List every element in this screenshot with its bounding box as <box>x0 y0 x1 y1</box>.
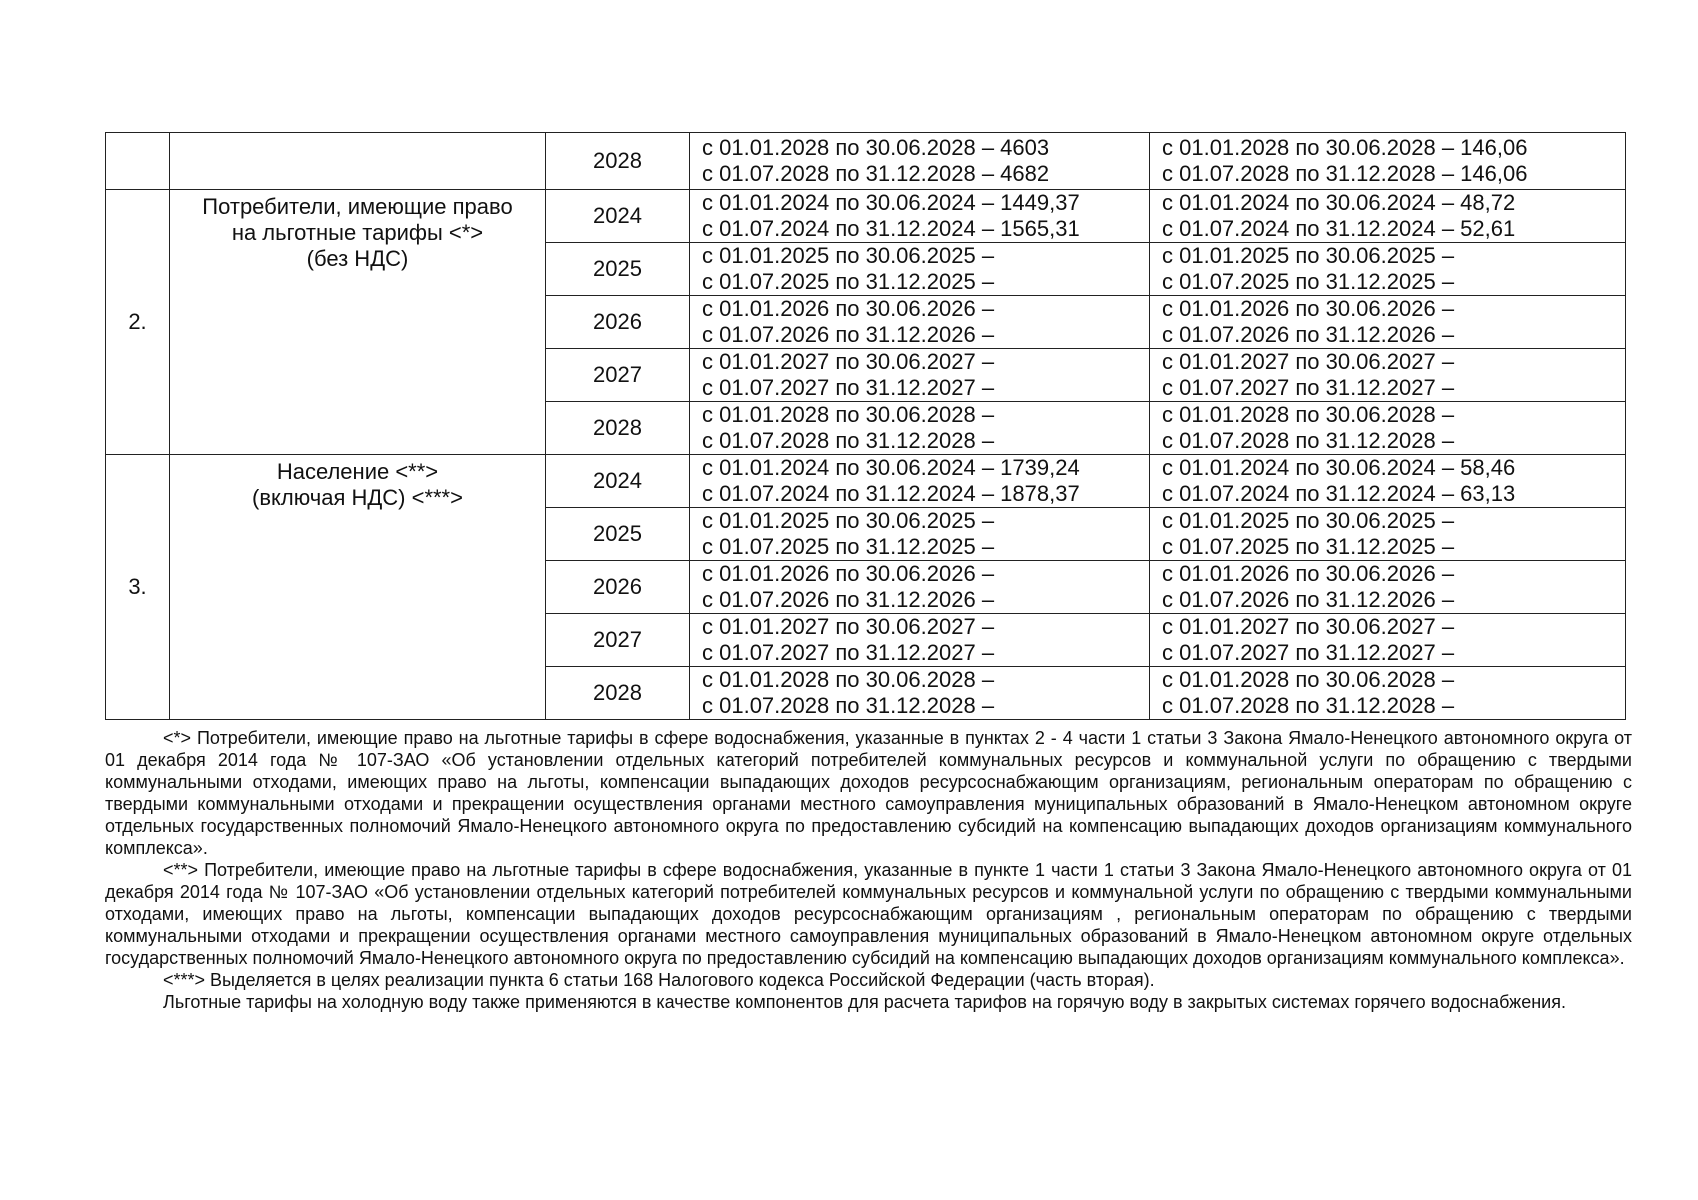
tariff-period-line: с 01.01.2028 по 30.06.2028 – 146,06 <box>1162 135 1528 160</box>
tariff-period-line: с 01.01.2027 по 30.06.2027 – <box>702 349 995 374</box>
tariff-cell-second <box>1150 133 1626 190</box>
year-cell: 2027 <box>546 349 690 402</box>
tariff-period-line: с 01.01.2024 по 30.06.2024 – 48,72 <box>1162 190 1516 215</box>
tariff-period-line: с 01.01.2026 по 30.06.2026 – <box>702 561 995 586</box>
tariff-period-line: с 01.07.2025 по 31.12.2025 – <box>1162 534 1455 559</box>
tariff-period-line: с 01.07.2026 по 31.12.2026 – <box>702 322 995 347</box>
footnote-paragraph: <*> Потребители, имеющие право на льготные тарифы в сфере водоснабжения, указанные в пунктах 2 - 4 части 1 статьи 3 Закона Ямало-Ненецкого автономного округа от 01 декабря 2014 года № 107-ЗАО «Об установлении отдельных категорий потребителей коммунальных ресурсов и коммунальной услуги по обращению с твердыми коммунальными отходами, имеющих право на льготы, компенсации выпадающих доходов ресурсоснабжающим организациям, региональным операторам по обращению с твердыми коммунальными отходами и прекращении осуществления органами местного самоуправления муниципальных образований в Ямало-Ненецком автономном округе отдельных государственных полномочий Ямало-Ненецкого автономного округа по предоставлению субсидий на компенсацию выпадающих доходов организациям коммунального комплекса». <box>105 728 1632 858</box>
tariff-period-line: с 01.07.2027 по 31.12.2027 – <box>702 375 995 400</box>
tariff-period-line: с 01.07.2026 по 31.12.2026 – <box>1162 322 1455 347</box>
footnotes <box>105 727 1632 1013</box>
tariff-period-line: с 01.01.2028 по 30.06.2028 – 4603 <box>702 135 1050 160</box>
tariff-table <box>105 132 1626 720</box>
year-cell: 2028 <box>546 133 690 190</box>
year-cell: 2026 <box>546 561 690 614</box>
tariff-cell-rub <box>690 402 1150 455</box>
year-cell: 2025 <box>546 508 690 561</box>
tariff-period-line: с 01.01.2025 по 30.06.2025 – <box>1162 508 1455 533</box>
tariff-period-line: с 01.01.2026 по 30.06.2026 – <box>1162 296 1455 321</box>
tariff-cell-rub <box>690 508 1150 561</box>
row-number-cell: 2. <box>106 190 170 455</box>
tariff-period-line: с 01.01.2026 по 30.06.2026 – <box>702 296 995 321</box>
category-line: (включая НДС) <***> <box>252 485 463 510</box>
consumer-category-cell <box>170 455 546 720</box>
tariff-period-line: с 01.07.2026 по 31.12.2026 – <box>1162 587 1455 612</box>
table-row <box>106 455 1626 508</box>
tariff-cell-rub <box>690 133 1150 190</box>
tariff-cell-rub <box>690 561 1150 614</box>
consumer-category-cell <box>170 190 546 455</box>
tariff-period-line: с 01.07.2024 по 31.12.2024 – 1565,31 <box>702 216 1080 241</box>
tariff-period-line: с 01.07.2025 по 31.12.2025 – <box>1162 269 1455 294</box>
tariff-period-line: с 01.07.2027 по 31.12.2027 – <box>1162 375 1455 400</box>
tariff-cell-second <box>1150 667 1626 720</box>
tariff-cell-second <box>1150 349 1626 402</box>
tariff-cell-second <box>1150 561 1626 614</box>
category-line: на льготные тарифы <*> <box>231 220 484 245</box>
tariff-cell-second <box>1150 508 1626 561</box>
tariff-period-line: с 01.01.2024 по 30.06.2024 – 1739,24 <box>702 455 1080 480</box>
tariff-cell-second <box>1150 455 1626 508</box>
tariff-period-line: с 01.07.2028 по 31.12.2028 – 4682 <box>702 161 1050 186</box>
tariff-table-body <box>106 133 1626 720</box>
tariff-period-line: с 01.07.2024 по 31.12.2024 – 52,61 <box>1162 216 1516 241</box>
footnote-paragraph: <***> Выделяется в целях реализации пункта 6 статьи 168 Налогового кодекса Российской Федерации (часть вторая). <box>163 970 1155 990</box>
category-line: Население <**> <box>276 459 439 484</box>
tariff-period-line: с 01.07.2024 по 31.12.2024 – 1878,37 <box>702 481 1080 506</box>
year-cell: 2026 <box>546 296 690 349</box>
tariff-period-line: с 01.07.2028 по 31.12.2028 – <box>1162 693 1455 718</box>
tariff-period-line: с 01.01.2024 по 30.06.2024 – 58,46 <box>1162 455 1516 480</box>
table-row <box>106 190 1626 243</box>
tariff-cell-rub <box>690 296 1150 349</box>
year-cell: 2024 <box>546 455 690 508</box>
year-cell: 2027 <box>546 614 690 667</box>
table-row <box>106 133 1626 190</box>
year-cell: 2025 <box>546 243 690 296</box>
tariff-period-line: с 01.01.2028 по 30.06.2028 – <box>702 667 995 692</box>
tariff-cell-second <box>1150 296 1626 349</box>
tariff-period-line: с 01.07.2028 по 31.12.2028 – 146,06 <box>1162 161 1528 186</box>
tariff-cell-second <box>1150 402 1626 455</box>
tariff-period-line: с 01.07.2028 по 31.12.2028 – <box>702 428 995 453</box>
year-cell: 2028 <box>546 402 690 455</box>
tariff-cell-rub <box>690 614 1150 667</box>
tariff-period-line: с 01.01.2024 по 30.06.2024 – 1449,37 <box>702 190 1080 215</box>
row-number-cell <box>106 133 170 190</box>
tariff-cell-rub <box>690 349 1150 402</box>
tariff-period-line: с 01.07.2027 по 31.12.2027 – <box>702 640 995 665</box>
tariff-cell-second <box>1150 190 1626 243</box>
tariff-period-line: с 01.07.2028 по 31.12.2028 – <box>702 693 995 718</box>
year-cell: 2024 <box>546 190 690 243</box>
tariff-cell-rub <box>690 190 1150 243</box>
tariff-period-line: с 01.07.2024 по 31.12.2024 – 63,13 <box>1162 481 1516 506</box>
tariff-period-line: с 01.07.2025 по 31.12.2025 – <box>702 534 995 559</box>
footnote-paragraph: Льготные тарифы на холодную воду также применяются в качестве компонентов для расчета тарифов на горячую воду в закрытых системах горячего водоснабжения. <box>163 992 1566 1012</box>
tariff-period-line: с 01.01.2025 по 30.06.2025 – <box>702 243 995 268</box>
tariff-period-line: с 01.07.2027 по 31.12.2027 – <box>1162 640 1455 665</box>
tariff-period-line: с 01.07.2026 по 31.12.2026 – <box>702 587 995 612</box>
category-line: (без НДС) <box>306 246 409 271</box>
category-line: Потребители, имеющие право <box>202 194 513 219</box>
tariff-period-line: с 01.01.2028 по 30.06.2028 – <box>702 402 995 427</box>
tariff-period-line: с 01.01.2027 по 30.06.2027 – <box>702 614 995 639</box>
tariff-cell-second <box>1150 614 1626 667</box>
consumer-category-cell <box>170 133 546 190</box>
tariff-period-line: с 01.01.2027 по 30.06.2027 – <box>1162 349 1455 374</box>
tariff-cell-rub <box>690 667 1150 720</box>
year-cell: 2028 <box>546 667 690 720</box>
tariff-period-line: с 01.07.2028 по 31.12.2028 – <box>1162 428 1455 453</box>
row-number-cell: 3. <box>106 455 170 720</box>
tariff-period-line: с 01.01.2025 по 30.06.2025 – <box>1162 243 1455 268</box>
tariff-cell-second <box>1150 243 1626 296</box>
tariff-cell-rub <box>690 243 1150 296</box>
tariff-period-line: с 01.07.2025 по 31.12.2025 – <box>702 269 995 294</box>
tariff-cell-rub <box>690 455 1150 508</box>
tariff-period-line: с 01.01.2028 по 30.06.2028 – <box>1162 667 1455 692</box>
tariff-period-line: с 01.01.2028 по 30.06.2028 – <box>1162 402 1455 427</box>
tariff-period-line: с 01.01.2026 по 30.06.2026 – <box>1162 561 1455 586</box>
tariff-period-line: с 01.01.2025 по 30.06.2025 – <box>702 508 995 533</box>
tariff-period-line: с 01.01.2027 по 30.06.2027 – <box>1162 614 1455 639</box>
footnote-paragraph: <**> Потребители, имеющие право на льготные тарифы в сфере водоснабжения, указанные в пункте 1 части 1 статьи 3 Закона Ямало-Ненецкого автономного округа от 01 декабря 2014 года № 107-ЗАО «Об установлении отдельных категорий потребителей коммунальных ресурсов и коммунальной услуги по обращению с твердыми коммунальными отходами, имеющих право на льготы, компенсации выпадающих доходов ресурсоснабжающим организациям , региональным операторам по обращению с твердыми коммунальными отходами и прекращении осуществления органами местного самоуправления муниципальных образований в Ямало-Ненецком автономном округе отдельных государственных полномочий Ямало-Ненецкого автономного округа по предоставлению субсидий на компенсацию выпадающих доходов организациям коммунального комплекса». <box>105 860 1632 968</box>
